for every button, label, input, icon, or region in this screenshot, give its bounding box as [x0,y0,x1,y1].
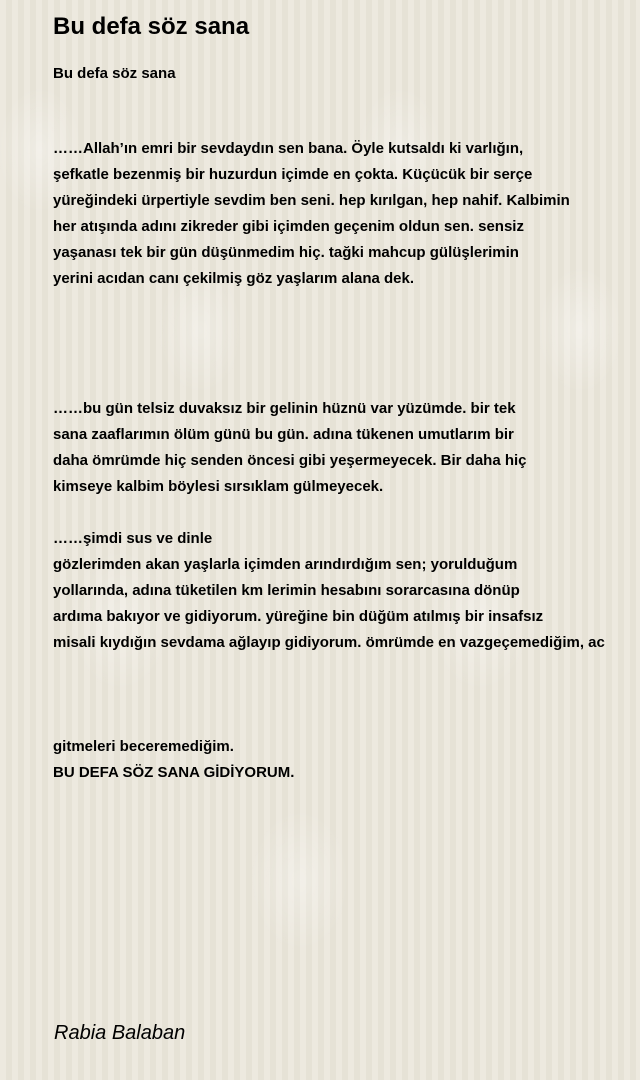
poem-line: gitmeleri beceremediğim. [53,738,234,755]
poem-line: ……şimdi sus ve dinle [53,530,213,547]
poem-line: gözlerimden akan yaşlarla içimden arındırdığım sen; yorulduğum [53,556,518,573]
poem-line: şefkatle bezenmiş bir huzurdun içimde en çokta. Küçücük bir serçe [53,166,533,183]
stanza-2 [53,396,640,500]
poem-line: yaşanası tek bir gün düşünmedim hiç. tağki mahcup gülüşlerimin [53,244,519,261]
page-title: Bu defa söz sana [53,13,250,40]
author-name: Rabia Balaban [54,1022,186,1044]
poem-line: yerini acıdan canı çekilmiş göz yaşlarım alana dek. [53,270,415,287]
poem-line: ……bu gün telsiz duvaksız bir gelinin hüznü var yüzümde. bir tek [53,400,516,417]
poem-line: ardıma bakıyor ve gidiyorum. yüreğine bin düğüm atılmış bir insafsız [53,608,544,625]
stanza-1 [53,136,640,292]
poem-line: her atışında adını zikreder gibi içimden geçenim oldun sen. sensiz [53,218,524,235]
stanza-3 [53,526,640,656]
poem-line: sana zaaflarımın ölüm günü bu gün. adına tükenen umutlarım bir [53,426,514,443]
poem-line: ……Allah’ın emri bir sevdaydın sen bana. Öyle kutsaldı ki varlığın, [53,140,524,157]
poem-line: kimseye kalbim böylesi sırsıklam gülmeyecek. [53,478,384,495]
poem-line: BU DEFA SÖZ SANA GİDİYORUM. [53,764,295,781]
poem-line: yollarında, adına tüketilen km lerimin hesabını sorarcasına dönüp [53,582,520,599]
poem-line: yüreğindeki ürpertiyle sevdim ben seni. hep kırılgan, hep nahif. Kalbimin [53,192,570,209]
poem-line: misali kıydığın sevdama ağlayıp gidiyorum. ömrümde en vazgeçemediğim, ac [53,634,605,651]
stanza-4 [53,734,640,786]
poem-line: daha ömrümde hiç senden öncesi gibi yeşermeyecek. Bir daha hiç [53,452,527,469]
poem-page [53,12,640,786]
poem-subtitle: Bu defa söz sana [53,65,176,82]
